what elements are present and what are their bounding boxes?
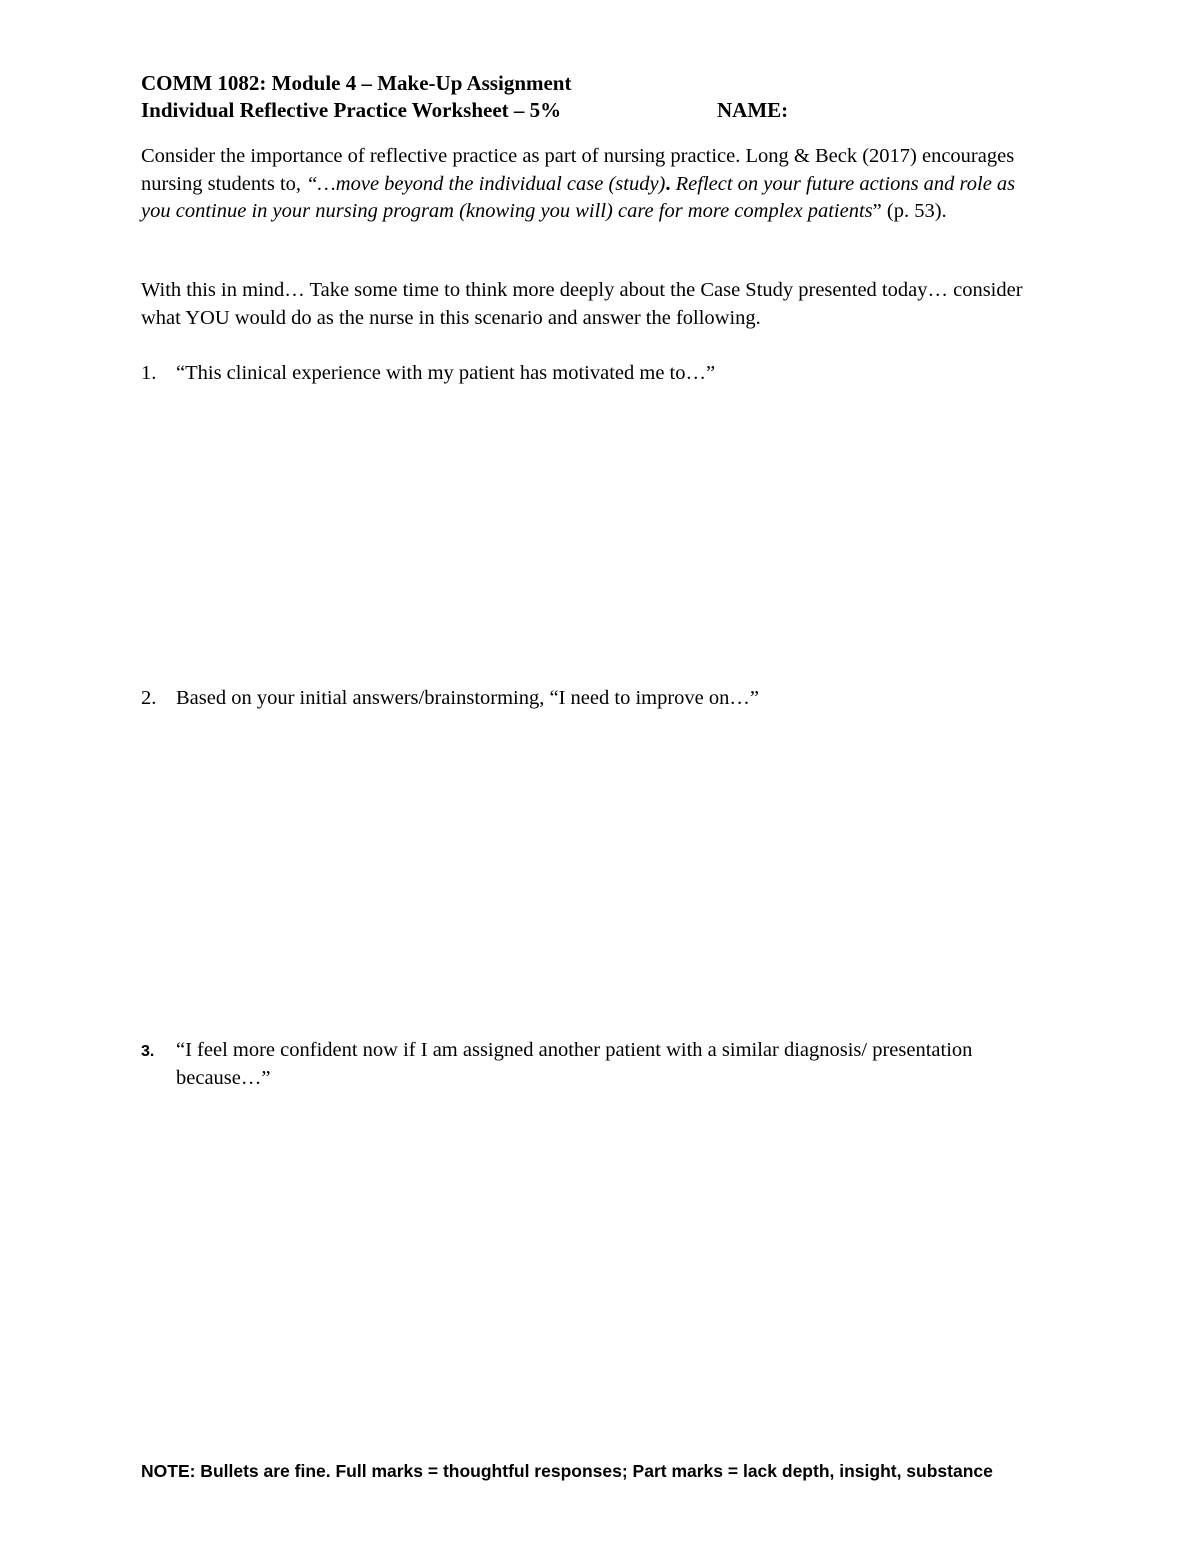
question-text: “This clinical experience with my patient has motivated me to…” xyxy=(176,362,716,384)
quote-period: . xyxy=(665,172,676,195)
question-number: 1. xyxy=(141,362,157,384)
name-label: NAME: xyxy=(717,98,789,122)
citation: ” (p. 53). xyxy=(872,200,947,222)
course-title: COMM 1082: Module 4 – Make-Up Assignment xyxy=(141,71,572,95)
quote-part-2: Reflect on your future actions and role as you continue in your nursing program (knowing you will) care for more complex patients xyxy=(141,172,1016,222)
intro-text: Consider the importance of reflective practice as part of nursing practice. Long & Beck (2017) encourages nursing students to, xyxy=(141,145,1015,195)
quote-part-1: “…move beyond the individual case (study) xyxy=(306,172,666,195)
header-row-2 xyxy=(141,97,1061,124)
question-number: 3. xyxy=(141,1043,155,1060)
answer-space-1[interactable] xyxy=(176,395,1056,665)
instructions-paragraph: With this in mind… Take some time to think more deeply about the Case Study presented today… consider what YOU would do as the nurse in this scenario and answer the following. xyxy=(141,279,1023,329)
question-2 xyxy=(141,684,1041,712)
question-text: Based on your initial answers/brainstorming, “I need to improve on…” xyxy=(176,687,759,709)
question-3 xyxy=(141,1036,1041,1092)
answer-space-2[interactable] xyxy=(176,720,1056,1020)
grading-note: NOTE: Bullets are fine. Full marks = thoughtful responses; Part marks = lack depth, insight, substance xyxy=(141,1461,993,1481)
worksheet-title: Individual Reflective Practice Worksheet – 5% xyxy=(141,98,562,122)
question-number: 2. xyxy=(141,687,157,709)
question-1 xyxy=(141,359,1041,387)
intro-paragraph xyxy=(141,143,1041,226)
worksheet-header xyxy=(141,70,1061,124)
question-text: “I feel more confident now if I am assigned another patient with a similar diagnosis/ presentation because…” xyxy=(176,1039,973,1089)
answer-space-3[interactable] xyxy=(176,1100,1056,1430)
